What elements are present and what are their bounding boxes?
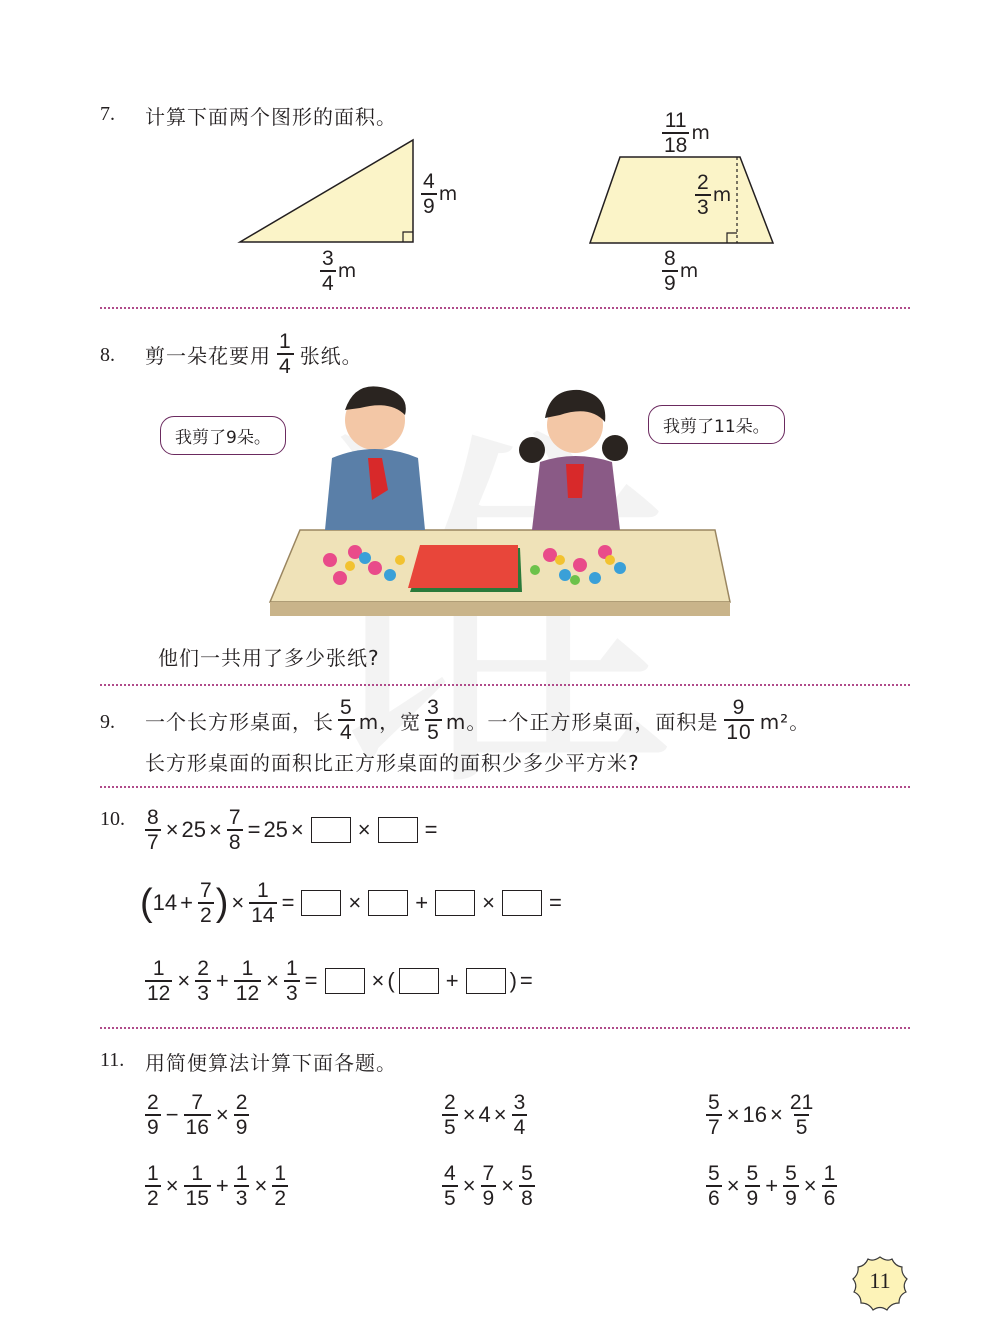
answer-box[interactable] (311, 817, 351, 843)
fraction-numerator: 2 (197, 957, 209, 980)
fraction-numerator: 1 (147, 1162, 159, 1185)
q11-problem-2 (440, 1091, 529, 1139)
fraction-denominator: 9 (147, 1116, 159, 1139)
fraction-numerator: 1 (279, 330, 292, 353)
fraction-numerator: 1 (235, 1162, 248, 1185)
trapezoid-bottom-label (660, 247, 698, 295)
equals-sign: = (247, 817, 261, 842)
fraction-denominator: 2 (147, 1187, 159, 1210)
number: 25 (263, 817, 288, 842)
times-sign: × (770, 1102, 783, 1127)
fraction-denominator: 9 (664, 272, 676, 295)
fraction-numerator: 5 (708, 1162, 720, 1185)
trapezoid-top-label (660, 109, 710, 157)
answer-box[interactable] (399, 968, 439, 994)
fraction-numerator: 5 (785, 1162, 797, 1185)
page-number: 11 (869, 1268, 891, 1293)
times-sign: × (215, 1102, 229, 1127)
unit-label: m (438, 183, 458, 205)
trapezoid-figure (585, 152, 780, 248)
fraction-numerator: 2 (235, 1091, 248, 1114)
trapezoid-height-label (693, 171, 731, 219)
fraction-denominator: 2 (274, 1187, 286, 1210)
times-sign: × (231, 890, 245, 915)
fraction-numerator: 7 (200, 879, 212, 902)
fraction-denominator: 5 (427, 721, 440, 744)
q9-number: 9. (100, 711, 115, 733)
number: 4 (478, 1102, 491, 1127)
girl-speech-bubble: 我剪了11朵。 (648, 405, 785, 444)
fraction-numerator: 8 (147, 806, 159, 829)
plus-sign: + (180, 890, 193, 915)
fraction-numerator: 1 (823, 1162, 836, 1185)
fraction-numerator: 9 (732, 696, 746, 719)
equals-sign: = (281, 890, 295, 915)
q9-text-3: m。一个正方形桌面，面积是 (445, 709, 719, 734)
answer-box[interactable] (466, 968, 506, 994)
fraction-denominator: 9 (423, 195, 435, 218)
fraction-numerator: 5 (746, 1162, 759, 1185)
unit-label: m (679, 260, 699, 282)
fraction-numerator: 2 (697, 171, 709, 194)
number: 16 (742, 1102, 768, 1127)
q8-text (145, 330, 363, 378)
left-paren: ( (387, 968, 395, 993)
q9-line1 (145, 696, 810, 744)
fraction-denominator: 9 (746, 1187, 759, 1210)
unit-label: m (337, 260, 357, 282)
left-paren: ( (140, 882, 153, 924)
times-sign: × (726, 1173, 740, 1198)
q7-number: 7. (100, 103, 115, 125)
answer-box[interactable] (368, 890, 408, 916)
fraction-denominator: 15 (185, 1187, 209, 1210)
divider (100, 307, 910, 309)
fraction-numerator: 2 (444, 1091, 456, 1114)
fraction-denominator: 10 (726, 721, 752, 744)
answer-box[interactable] (301, 890, 341, 916)
q11-number: 11. (100, 1049, 125, 1071)
q8-text-after: 张纸。 (299, 343, 363, 368)
plus-sign: + (215, 968, 229, 993)
times-sign: × (371, 968, 385, 993)
fraction-numerator: 1 (257, 879, 269, 902)
fraction-numerator: 11 (664, 109, 687, 132)
q11-problem-1 (143, 1091, 251, 1139)
fraction-numerator: 5 (521, 1162, 533, 1185)
fraction-denominator: 12 (147, 982, 171, 1005)
fraction-denominator: 3 (697, 196, 709, 219)
equals-sign: = (424, 817, 438, 842)
fraction-denominator: 16 (185, 1116, 209, 1139)
times-sign: × (726, 1102, 740, 1127)
fraction-denominator: 14 (251, 904, 275, 927)
q11-problem-6 (704, 1162, 839, 1210)
q7-text: 计算下面两个图形的面积。 (145, 105, 397, 129)
fraction-numerator: 5 (340, 696, 353, 719)
equals-sign: = (519, 968, 533, 993)
fraction-numerator: 4 (444, 1162, 456, 1185)
fraction-numerator: 7 (191, 1091, 204, 1114)
fraction-numerator: 1 (152, 957, 165, 980)
fraction-denominator: 9 (482, 1187, 495, 1210)
plus-sign: + (445, 968, 459, 993)
fraction-numerator: 3 (427, 696, 440, 719)
times-sign: × (209, 817, 222, 842)
plus-sign: + (765, 1173, 779, 1198)
fraction-denominator: 8 (228, 831, 241, 854)
right-paren: ) (509, 968, 517, 993)
unit-label: m (691, 122, 710, 144)
fraction-denominator: 4 (513, 1116, 526, 1139)
times-sign: × (357, 817, 371, 842)
unit-label: m (712, 184, 732, 206)
fraction-denominator: 3 (235, 1187, 248, 1210)
answer-box[interactable] (502, 890, 542, 916)
q8-question: 他们一共用了多少张纸? (158, 646, 380, 670)
fraction-denominator: 3 (197, 982, 209, 1005)
q10-row2 (140, 879, 565, 927)
triangle-base-label (318, 247, 356, 295)
triangle-height-label (419, 170, 457, 218)
times-sign: × (266, 968, 279, 993)
equals-sign: = (304, 968, 318, 993)
times-sign: × (254, 1173, 268, 1198)
equals-sign: = (549, 890, 562, 915)
plus-sign: + (215, 1173, 229, 1198)
fraction-denominator: 4 (322, 272, 334, 295)
fraction-numerator: 1 (191, 1162, 204, 1185)
fraction-numerator: 3 (322, 247, 334, 270)
times-sign: × (501, 1173, 515, 1198)
q8-number: 8. (100, 344, 115, 366)
times-sign: × (462, 1173, 476, 1198)
fraction-denominator: 12 (235, 982, 260, 1005)
fraction-numerator: 1 (274, 1162, 286, 1185)
fraction-numerator: 8 (664, 247, 676, 270)
answer-box[interactable] (325, 968, 365, 994)
times-sign: × (803, 1173, 817, 1198)
q10-row1 (143, 806, 441, 854)
times-sign: × (482, 890, 495, 915)
fraction-numerator: 2 (147, 1091, 159, 1114)
number: 14 (152, 890, 178, 915)
fraction-denominator: 7 (708, 1116, 720, 1139)
fraction-denominator: 3 (285, 982, 298, 1005)
q9-line2: 长方形桌面的面积比正方形桌面的面积少多少平方米? (145, 751, 640, 775)
q10-row3 (143, 957, 536, 1005)
times-sign: × (348, 890, 362, 915)
fraction-denominator: 4 (279, 355, 292, 378)
q9-text-4: m²。 (759, 709, 811, 734)
q8-text-before: 剪一朵花要用 (145, 343, 271, 368)
fraction-numerator: 4 (423, 170, 435, 193)
times-sign: × (177, 968, 191, 993)
plus-sign: + (415, 890, 429, 915)
q9-text-1: 一个长方形桌面，长 (145, 709, 334, 734)
q11-problem-3 (704, 1091, 817, 1139)
times-sign: × (462, 1102, 476, 1127)
triangle-figure (235, 135, 425, 250)
fraction-denominator: 4 (340, 721, 353, 744)
times-sign: × (493, 1102, 507, 1127)
fraction-denominator: 18 (664, 134, 688, 157)
fraction-numerator: 21 (789, 1091, 814, 1114)
fraction-numerator: 1 (241, 957, 254, 980)
fraction-numerator: 7 (482, 1162, 495, 1185)
times-sign: × (290, 817, 304, 842)
q9-text-2: m，宽 (358, 709, 422, 734)
q11-problem-4 (143, 1162, 290, 1210)
minus-sign: − (165, 1102, 179, 1127)
divider (100, 684, 910, 686)
times-sign: × (165, 817, 179, 842)
fraction-denominator: 5 (444, 1116, 456, 1139)
fraction-denominator: 5 (444, 1187, 456, 1210)
answer-box[interactable] (435, 890, 475, 916)
times-sign: × (165, 1173, 179, 1198)
fraction-numerator: 1 (285, 957, 298, 980)
fraction-denominator: 6 (823, 1187, 836, 1210)
fraction-numerator: 7 (228, 806, 241, 829)
fraction-denominator: 9 (235, 1116, 248, 1139)
fraction-denominator: 5 (795, 1116, 808, 1139)
q11-text: 用简便算法计算下面各题。 (145, 1051, 397, 1075)
fraction-denominator: 6 (708, 1187, 720, 1210)
q10-number: 10. (100, 808, 125, 830)
q11-problem-5 (440, 1162, 537, 1210)
fraction-numerator: 5 (708, 1091, 720, 1114)
number: 25 (181, 817, 207, 842)
answer-box[interactable] (378, 817, 418, 843)
fraction-denominator: 9 (785, 1187, 797, 1210)
right-paren: ) (215, 882, 229, 924)
fraction-denominator: 7 (147, 831, 159, 854)
divider (100, 786, 910, 788)
boy-speech-bubble: 我剪了9朵。 (160, 416, 286, 455)
fraction-denominator: 8 (521, 1187, 533, 1210)
fraction-denominator: 2 (200, 904, 212, 927)
divider (100, 1027, 910, 1029)
fraction-numerator: 3 (513, 1091, 526, 1114)
